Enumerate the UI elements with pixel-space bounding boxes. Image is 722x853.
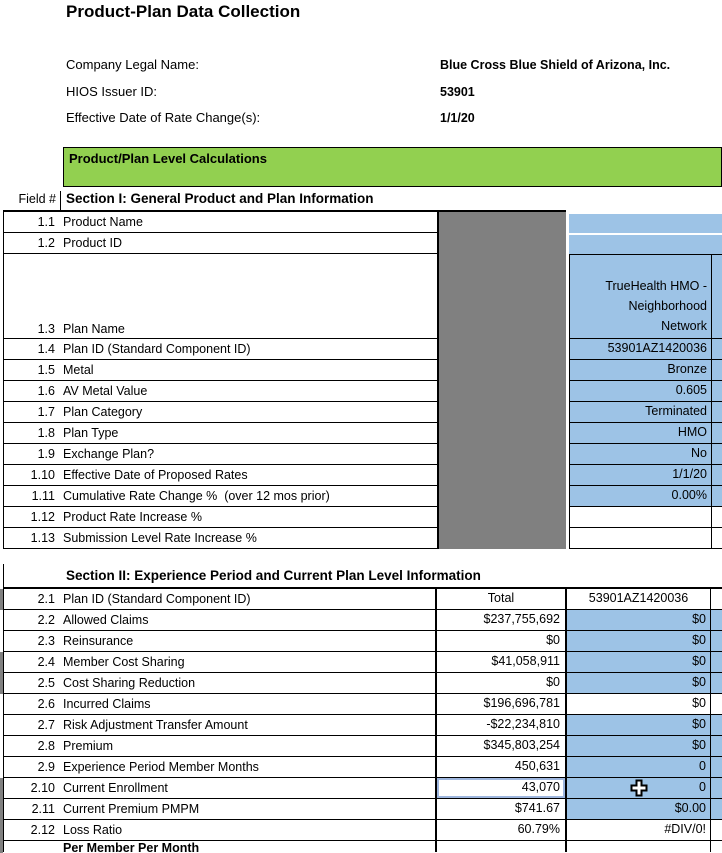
row-1-6-label [4,381,437,402]
field-number: 1.5 [37,363,55,377]
field-number: 1.13 [30,531,55,545]
field-label: Cost Sharing Reduction [63,676,196,690]
cell-allowed-claims-plan[interactable]: $0 [567,610,711,631]
next-plan-column-sliver [712,339,722,360]
field-number: 1.6 [37,384,55,398]
cell-current-enrollment-total-selected[interactable]: 43,070 [437,778,567,799]
next-plan-column-sliver [711,715,722,736]
plan-name-value: TrueHealth HMO - Neighborhood Network [605,279,707,333]
excel-cell-cursor-icon [630,779,648,797]
cell-effective-date-row [566,465,722,486]
pmpm-header-label [4,841,437,852]
field-number: 2.11 [31,802,55,816]
cell-effective-date-proposed[interactable]: 1/1/20 [569,465,712,486]
cell-total-header[interactable]: Total [437,589,567,610]
section1-label-column [3,210,439,549]
field-label: Current Enrollment [63,781,168,795]
left-column-sliver [0,589,3,610]
effective-date-value[interactable]: 1/1/20 [440,111,475,125]
row-1-3-label [4,254,437,339]
cell-exchange-plan-row [566,444,722,465]
field-number: 2.8 [37,739,55,753]
next-plan-column-sliver [711,631,722,652]
cell-loss-ratio-plan[interactable]: #DIV/0! [567,820,711,841]
next-plan-column-sliver [712,486,722,507]
cell-member-months-plan[interactable]: 0 [567,757,711,778]
row-2-11 [4,799,722,820]
row-2-9-label [4,757,437,778]
banner-label: Product/Plan Level Calculations [69,151,267,166]
next-plan-column-sliver [712,465,722,486]
next-plan-column-sliver [712,360,722,381]
field-number: 2.7 [37,718,55,732]
section1-plan-column [566,212,722,549]
field-label: Metal [63,363,94,377]
field-label: Incurred Claims [63,697,151,711]
hios-issuer-id-value[interactable]: 53901 [440,85,475,99]
row-2-3-label [4,631,437,652]
field-label: Reinsurance [63,634,134,648]
row-1-5-label [4,360,437,381]
field-number: 1.2 [37,236,55,250]
row-2-4 [4,652,722,673]
cell-plan-type-row [566,423,722,444]
next-plan-column-sliver [712,423,722,444]
field-number: 2.2 [37,613,55,627]
field-label: Experience Period Member Months [63,760,259,774]
row-pmpm-header [4,841,722,852]
row-2-8 [4,736,722,757]
cell-csr-plan[interactable]: $0 [567,673,711,694]
field-number: 1.1 [37,215,55,229]
field-label: Plan Name [63,322,125,336]
row-2-2-label [4,610,437,631]
row-1-9-label [4,444,437,465]
field-number: 1.8 [37,426,55,440]
cell-premium-total[interactable]: $345,803,254 [437,736,567,757]
field-number: 2.5 [37,676,55,690]
next-plan-column-sliver [711,652,722,673]
section1-table [3,210,722,549]
row-2-10-label [4,778,437,799]
cell-reinsurance-plan[interactable]: $0 [567,631,711,652]
cell-incurred-claims-plan[interactable]: $0 [567,694,711,715]
field-number: 2.9 [37,760,55,774]
next-plan-column-sliver [712,528,722,549]
cell-plan-id-header[interactable]: 53901AZ1420036 [567,589,711,610]
row-1-4-label [4,339,437,360]
next-plan-column-sliver [711,799,722,820]
cell-submission-rate-row [566,528,722,549]
page-title: Product-Plan Data Collection [66,2,301,21]
cell-plan-id-row [566,339,722,360]
section1-title: Section I: General Product and Plan Information [66,191,374,206]
row-1-1-label [4,212,437,233]
row-2-1-label [4,589,437,610]
field-number: 1.12 [30,510,55,524]
next-plan-column-sliver [712,507,722,528]
section2-header [3,564,722,587]
row-2-12-label [4,820,437,841]
next-plan-column-sliver [711,589,722,610]
product-plan-calculations-banner [63,147,722,187]
next-plan-column-sliver [711,736,722,757]
field-label: Plan Type [63,426,119,440]
cell-allowed-claims-total[interactable]: $237,755,692 [437,610,567,631]
field-label: Premium [63,739,114,753]
field-number: 1.4 [37,342,55,356]
field-label: Exchange Plan? [63,447,155,461]
next-plan-column-sliver [711,610,722,631]
cell-risk-adjustment-total[interactable]: -$22,234,810 [437,715,567,736]
cell-plan-name[interactable] [569,254,712,339]
next-plan-column-sliver [711,757,722,778]
field-label: Cumulative Rate Change % (over 12 mos prior) [63,489,330,503]
product-id-value[interactable] [569,235,722,254]
cell-member-cost-sharing-plan[interactable]: $0 [567,652,711,673]
cell-metal-row [566,360,722,381]
cell-csr-total[interactable]: $0 [437,673,567,694]
cell-loss-ratio-total[interactable]: 60.79% [437,820,567,841]
row-2-4-label [4,652,437,673]
field-label: Allowed Claims [63,613,149,627]
product-name-value[interactable] [569,214,722,233]
next-plan-column-sliver [712,402,722,423]
cell-risk-adjustment-plan[interactable]: $0 [567,715,711,736]
row-1-11-label [4,486,437,507]
field-number: 2.10 [30,781,55,795]
next-plan-column-sliver [712,381,722,402]
effective-date-label: Effective Date of Rate Change(s): [66,110,261,125]
cell-reinsurance-total[interactable]: $0 [437,631,567,652]
next-plan-column-sliver [712,444,722,465]
field-label: Product Name [63,215,143,229]
field-number: 1.3 [37,322,55,336]
cell-cumulative-rate-row [566,486,722,507]
field-number-header: Field # [18,192,56,206]
row-2-6 [4,694,722,715]
cell-cumulative-rate-change[interactable]: 0.00% [569,486,712,507]
row-2-7-label [4,715,437,736]
cell-member-cost-sharing-total[interactable]: $41,058,911 [437,652,567,673]
row-1-12-label [4,507,437,528]
cell-product-name[interactable] [566,212,722,233]
row-2-5 [4,673,722,694]
cell-metal[interactable]: Bronze [569,360,712,381]
section2-table [3,587,722,852]
cell-pmpm-total[interactable] [437,841,567,852]
row-2-9 [4,757,722,778]
field-number: 2.1 [37,592,55,606]
section1-header-border [60,191,61,210]
next-plan-column-sliver [712,254,722,339]
row-2-5-label [4,673,437,694]
next-plan-column-sliver [711,820,722,841]
cell-submission-rate-increase[interactable] [569,528,712,549]
field-label: Effective Date of Proposed Rates [63,468,248,482]
cell-av-metal-row [566,381,722,402]
field-number: 1.9 [37,447,55,461]
field-label: AV Metal Value [63,384,148,398]
row-2-8-label [4,736,437,757]
left-column-sliver [0,778,3,853]
cell-product-rate-increase[interactable] [569,507,712,528]
next-plan-column-sliver [711,694,722,715]
cell-product-id[interactable] [566,233,722,254]
cell-member-months-total[interactable]: 450,631 [437,757,567,778]
company-name-label: Company Legal Name: [66,57,199,72]
cell-current-enrollment-plan[interactable]: 0 [567,778,711,799]
row-1-8-label [4,423,437,444]
field-label: Per Member Per Month [63,841,200,852]
field-number: 2.6 [37,697,55,711]
cell-premium-plan[interactable]: $0 [567,736,711,757]
section1-hidden-column [437,210,566,549]
next-plan-column-sliver [711,673,722,694]
cell-plan-category-row [566,402,722,423]
row-2-6-label [4,694,437,715]
cell-current-premium-pmpm-total[interactable]: $741.67 [437,799,567,820]
field-label: Product Rate Increase % [63,510,202,524]
next-plan-column-sliver [711,778,722,799]
field-number: 2.12 [30,823,55,837]
row-2-11-label [4,799,437,820]
cell-exchange-plan[interactable]: No [569,444,712,465]
field-label: Current Premium PMPM [63,802,200,816]
row-1-13-label [4,528,437,549]
field-label: Member Cost Sharing [63,655,185,669]
field-number: 1.11 [31,489,55,503]
hios-issuer-id-label: HIOS Issuer ID: [66,84,158,99]
section2-title: Section II: Experience Period and Current Plan Level Information [66,568,481,583]
cell-plan-category[interactable]: Terminated [569,402,712,423]
cell-av-metal-value[interactable]: 0.605 [569,381,712,402]
left-column-sliver [0,652,3,694]
field-label: Plan Category [63,405,143,419]
field-number: 2.3 [37,634,55,648]
cell-product-rate-row [566,507,722,528]
field-number: 1.7 [37,405,55,419]
field-label: Loss Ratio [63,823,123,837]
field-label: Product ID [63,236,123,250]
company-name-value[interactable]: Blue Cross Blue Shield of Arizona, Inc. [440,58,671,72]
field-label: Submission Level Rate Increase % [63,531,257,545]
field-label: Plan ID (Standard Component ID) [63,592,251,606]
row-2-10 [4,778,722,799]
row-2-12 [4,820,722,841]
field-label: Plan ID (Standard Component ID) [63,342,251,356]
cell-current-premium-pmpm-plan[interactable]: $0.00 [567,799,711,820]
cell-plan-name-row [566,254,722,339]
row-2-7 [4,715,722,736]
field-label: Risk Adjustment Transfer Amount [63,718,248,732]
field-number: 1.10 [30,468,55,482]
row-2-1 [4,589,722,610]
row-1-10-label [4,465,437,486]
cell-plan-type[interactable]: HMO [569,423,712,444]
row-2-3 [4,631,722,652]
cell-plan-id[interactable]: 53901AZ1420036 [569,339,712,360]
row-2-2 [4,610,722,631]
field-number: 2.4 [37,655,55,669]
cell-pmpm-plan[interactable] [567,841,711,852]
cell-incurred-claims-total[interactable]: $196,696,781 [437,694,567,715]
row-1-7-label [4,402,437,423]
row-1-2-label [4,233,437,254]
next-plan-column-sliver [711,841,722,852]
